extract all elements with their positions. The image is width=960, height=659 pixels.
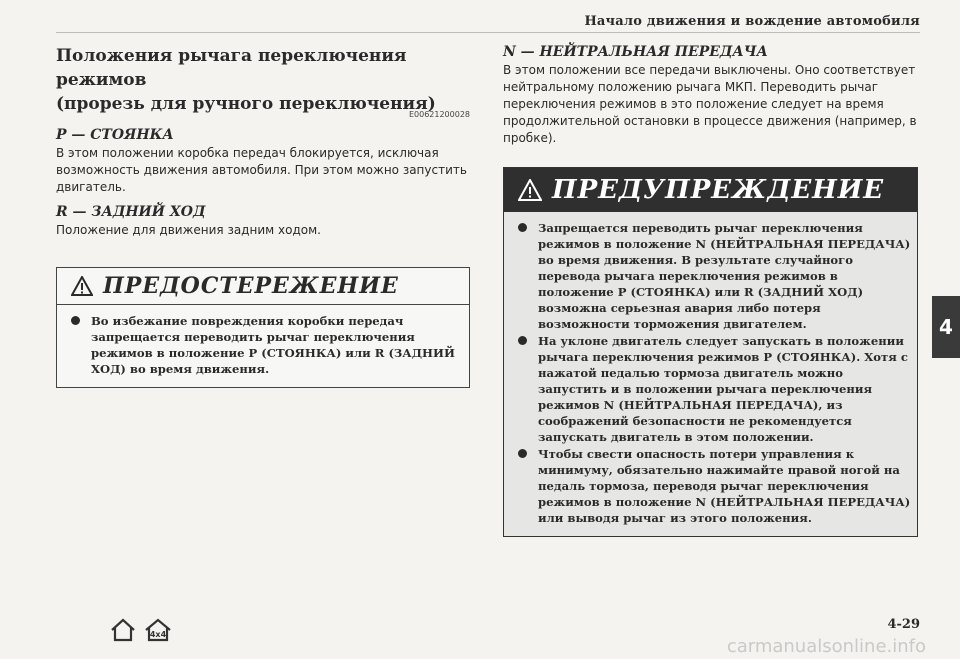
page-header-title: Начало движения и вождение автомобиля bbox=[584, 14, 920, 29]
bullet-icon bbox=[518, 336, 527, 345]
caution-header bbox=[57, 268, 469, 305]
section-title-line-2: (прорезь для ручного переключения) bbox=[56, 94, 436, 114]
left-column bbox=[56, 44, 470, 388]
warning-triangle-icon bbox=[518, 179, 542, 201]
page-number: 4-29 bbox=[887, 617, 920, 632]
park-heading: P — СТОЯНКА bbox=[56, 127, 174, 143]
warning-item: На уклоне двигатель следует запускать в положении рычага переключения режимов Р (СТОЯНКА). Хотя с нажатой педалью тормоза двигатель можно запустить и в положении рычага переключения режимов N (НЕЙТРАЛЬНАЯ ПЕРЕДАЧА), из соображений безопасности не рекомендуется запускать двигатель в этом положении. bbox=[516, 333, 911, 445]
caution-list bbox=[57, 305, 469, 387]
neutral-description: В этом положении все передачи выключены. Оно соответствует нейтральному положению рычага МКП. Переводить рычаг переключения режимов в это положение следует на время продолжительной остановки в процессе движения (например, в пробке). bbox=[503, 63, 917, 145]
warning-header bbox=[504, 168, 917, 212]
right-column bbox=[503, 44, 918, 537]
warning-title: ПРЕДУПРЕЖДЕНИЕ bbox=[552, 175, 885, 205]
4x4-home-icon[interactable] bbox=[144, 618, 172, 646]
footer-icons bbox=[110, 618, 172, 646]
section-title bbox=[56, 44, 470, 116]
warning-item: Запрещается переводить рычаг переключения режимов в положение N (НЕЙТРАЛЬНАЯ ПЕРЕДАЧА) во время движения. В результате случайного перевода рычага переключения режимов в положение Р (СТОЯНКА) или R (ЗАДНИЙ ХОД) возможна серьезная авария либо потеря возможности торможения двигателем. bbox=[516, 220, 911, 332]
svg-text:4x4: 4x4 bbox=[149, 630, 167, 639]
header-divider bbox=[56, 32, 920, 33]
warning-box bbox=[503, 167, 918, 537]
reverse-description: Положение для движения задним ходом. bbox=[56, 223, 321, 237]
neutral-heading: N — НЕЙТРАЛЬНАЯ ПЕРЕДАЧА bbox=[503, 44, 768, 60]
bullet-icon bbox=[518, 449, 527, 458]
home-icon[interactable] bbox=[110, 618, 136, 646]
caution-title: ПРЕДОСТЕРЕЖЕНИЕ bbox=[103, 273, 399, 299]
caution-box bbox=[56, 267, 470, 388]
caution-item: Во избежание повреждения коробки передач запрещается переводить рычаг переключения режимов в положение Р (СТОЯНКА) или R (ЗАДНИЙ ХОД) во время движения. bbox=[69, 313, 463, 377]
warning-triangle-icon bbox=[71, 276, 93, 296]
watermark: carmanualsonline.info bbox=[726, 636, 926, 657]
warning-item: Чтобы свести опасность потери управления к минимуму, обязательно нажимайте правой ногой на педаль тормоза, переводя рычаг переключения режимов в положение N (НЕЙТРАЛЬНАЯ ПЕРЕДАЧА) или выводя рычаг из этого положения. bbox=[516, 446, 911, 526]
section-title-line-1: Положения рычага переключения режимов bbox=[56, 46, 407, 90]
chapter-tab[interactable]: 4 bbox=[932, 296, 960, 358]
bullet-icon bbox=[518, 223, 527, 232]
park-description: В этом положении коробка передач блокируется, исключая возможность движения автомобиля. При этом можно запустить двигатель. bbox=[56, 146, 467, 194]
warning-list bbox=[504, 212, 917, 536]
document-code: E00621200028 bbox=[408, 110, 470, 119]
reverse-heading: R — ЗАДНИЙ ХОД bbox=[56, 204, 206, 220]
bullet-icon bbox=[71, 316, 80, 325]
